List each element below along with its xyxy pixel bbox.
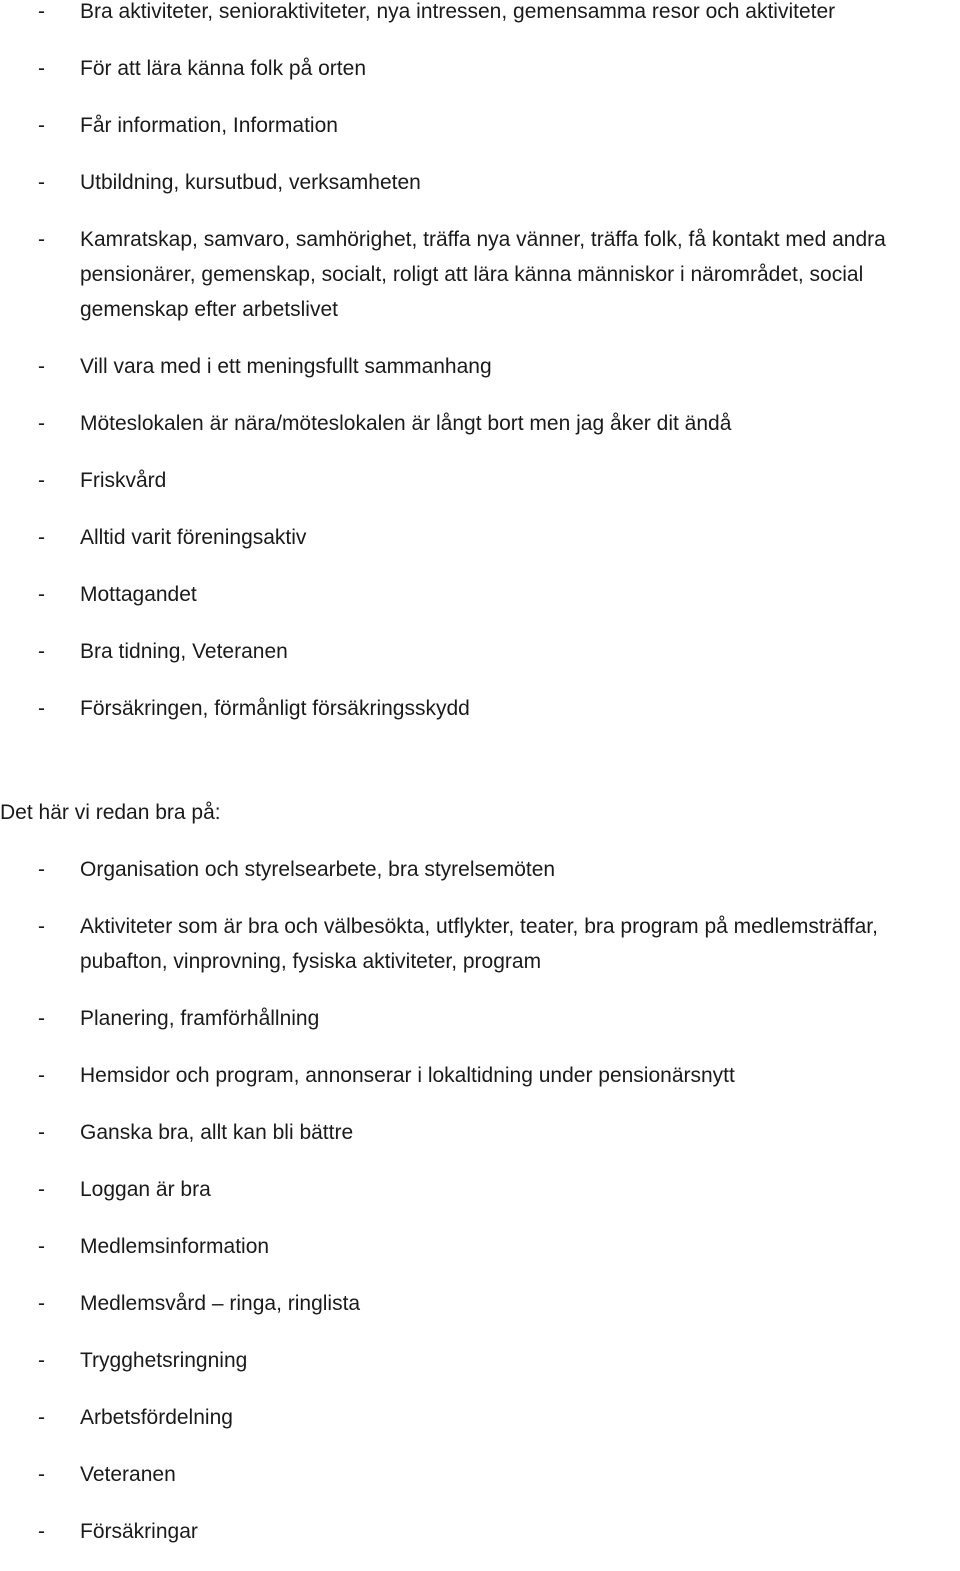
dash-bullet: - [38, 1121, 45, 1144]
list-item [0, 1457, 960, 1492]
list-item [0, 1115, 960, 1150]
dash-bullet: - [38, 1349, 45, 1372]
dash-bullet: - [38, 1235, 45, 1258]
list-item-text: Trygghetsringning [80, 1349, 248, 1372]
dash-bullet: - [38, 526, 45, 549]
dash-bullet: - [38, 1406, 45, 1429]
dash-bullet: - [38, 1064, 45, 1087]
list-item-text: För att lära känna folk på orten [80, 57, 366, 80]
list-item [0, 349, 960, 384]
list-item-text: Arbetsfördelning [80, 1406, 233, 1429]
dash-bullet: - [38, 1178, 45, 1201]
dash-bullet: - [38, 228, 45, 251]
list-item-text: Försäkringen, förmånligt försäkringsskydd [80, 697, 470, 720]
list-item-text: Alltid varit föreningsaktiv [80, 526, 307, 549]
list-item [0, 634, 960, 669]
dash-bullet: - [38, 1292, 45, 1315]
list-item [0, 0, 960, 29]
list-item-text: Försäkringar [80, 1520, 198, 1543]
list-item [0, 108, 960, 143]
list-item [0, 577, 960, 612]
dash-bullet: - [38, 0, 45, 23]
list-item-text: Veteranen [80, 1463, 176, 1486]
list-item [0, 51, 960, 86]
list-item-text: Möteslokalen är nära/möteslokalen är långt bort men jag åker dit ändå [80, 412, 732, 435]
list-item-text: Loggan är bra [80, 1178, 211, 1201]
section-heading: Det här vi redan bra på: [0, 801, 221, 824]
dash-bullet: - [38, 858, 45, 881]
list-item [0, 1400, 960, 1435]
list-item [0, 852, 960, 887]
list-item-text: Bra tidning, Veteranen [80, 640, 288, 663]
dash-bullet: - [38, 1520, 45, 1543]
dash-bullet: - [38, 915, 45, 938]
dash-bullet: - [38, 1007, 45, 1030]
dash-bullet: - [38, 640, 45, 663]
strengths-list [0, 852, 960, 1549]
list-item-text: Bra aktiviteter, senioraktiviteter, nya intressen, gemensamma resor och aktiviteter [80, 0, 836, 23]
list-item-text: Mottagandet [80, 583, 197, 606]
list-item [0, 1229, 960, 1264]
list-item [0, 520, 960, 555]
list-item [0, 222, 960, 327]
reasons-list [0, 0, 960, 726]
list-item [0, 165, 960, 200]
list-item-text: Ganska bra, allt kan bli bättre [80, 1121, 354, 1144]
list-item-text: Får information, Information [80, 114, 338, 137]
list-item-text: Organisation och styrelsearbete, bra styrelsemöten [80, 858, 556, 881]
list-item-text: Planering, framförhållning [80, 1007, 320, 1030]
list-item-text: Vill vara med i ett meningsfullt sammanhang [80, 355, 492, 378]
list-item-text: Hemsidor och program, annonserar i lokaltidning under pensionärsnytt [80, 1064, 735, 1087]
dash-bullet: - [38, 114, 45, 137]
list-item [0, 1058, 960, 1093]
dash-bullet: - [38, 355, 45, 378]
list-item [0, 1514, 960, 1549]
dash-bullet: - [38, 412, 45, 435]
list-item [0, 1343, 960, 1378]
dash-bullet: - [38, 57, 45, 80]
list-item [0, 1286, 960, 1321]
list-item-text: Utbildning, kursutbud, verksamheten [80, 171, 421, 194]
list-item [0, 691, 960, 726]
list-item [0, 909, 960, 979]
list-item [0, 463, 960, 498]
dash-bullet: - [38, 1463, 45, 1486]
list-item [0, 406, 960, 441]
dash-bullet: - [38, 583, 45, 606]
list-item [0, 1001, 960, 1036]
list-item-text: Aktiviteter som är bra och välbesökta, utflykter, teater, bra program på medlemsträffar, pubafton, vinprovning, fysiska aktiviteter, program [80, 915, 878, 973]
list-item-text: Medlemsvård – ringa, ringlista [80, 1292, 361, 1315]
dash-bullet: - [38, 469, 45, 492]
list-item-text: Kamratskap, samvaro, samhörighet, träffa nya vänner, träffa folk, få kontakt med andra pensionärer, gemenskap, socialt, roligt att lära känna människor i närområdet, social gemenskap efter arbetslivet [80, 228, 886, 321]
list-item-text: Medlemsinformation [80, 1235, 270, 1258]
dash-bullet: - [38, 697, 45, 720]
list-item [0, 1172, 960, 1207]
list-item-text: Friskvård [80, 469, 167, 492]
dash-bullet: - [38, 171, 45, 194]
